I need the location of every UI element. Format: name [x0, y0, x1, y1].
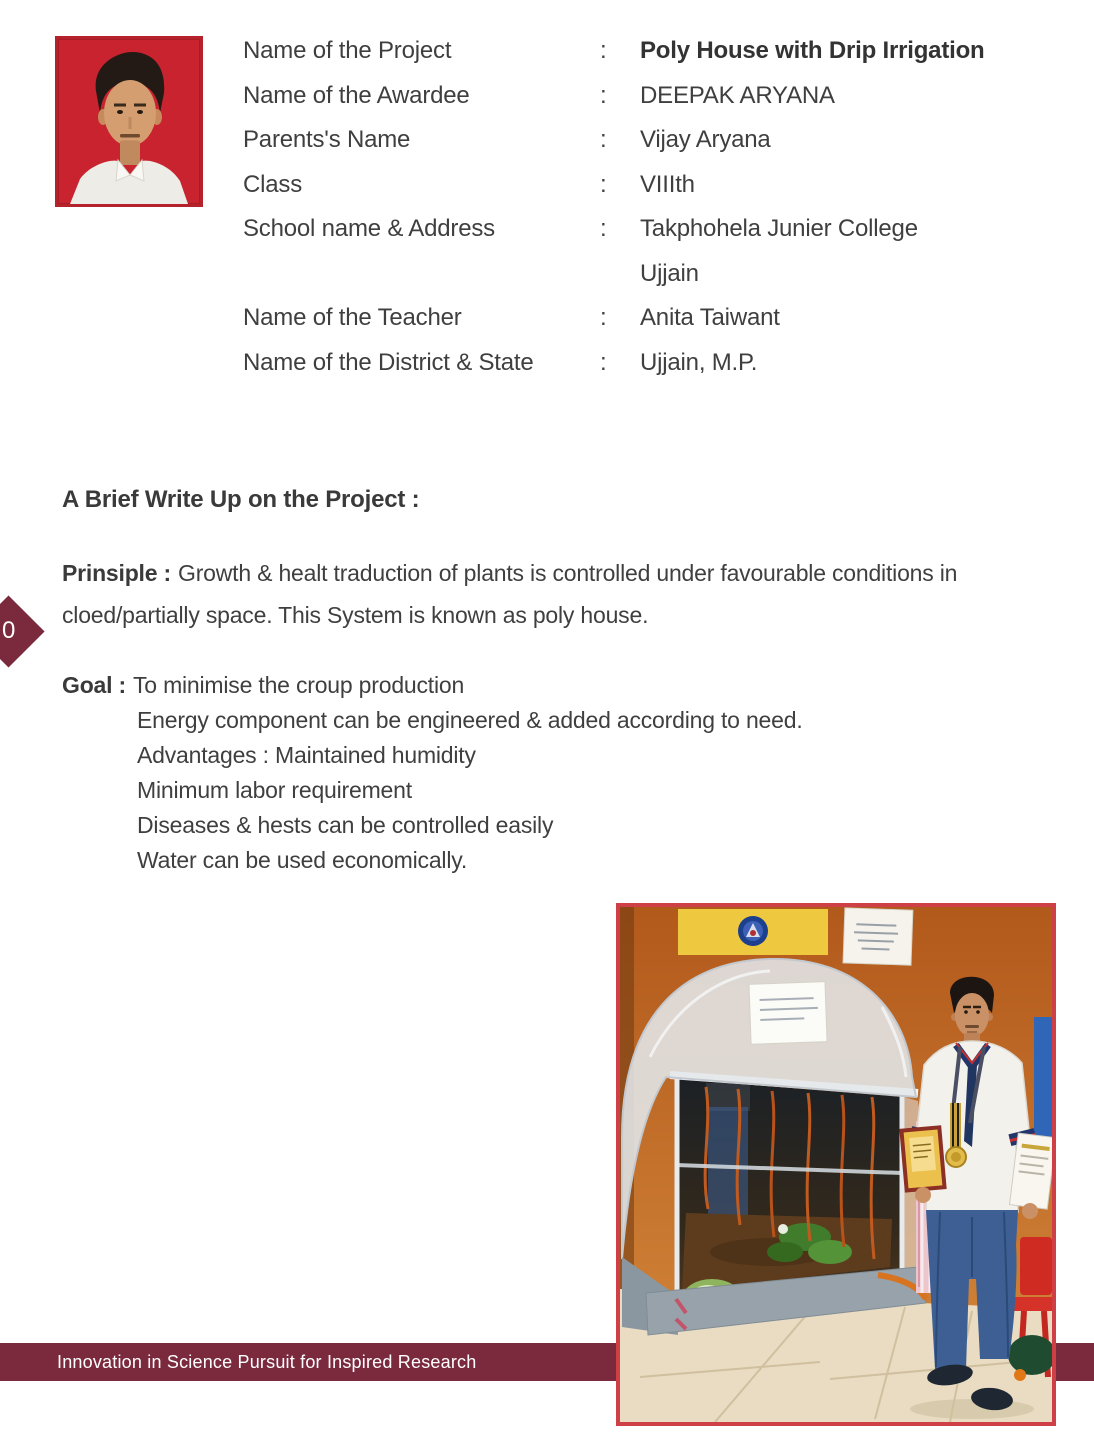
yellow-poster	[678, 909, 828, 955]
goal-label: Goal :	[62, 672, 126, 698]
awardee-portrait-illustration	[58, 39, 200, 204]
info-row-parent	[243, 118, 985, 163]
info-value: Takphohela Junier College	[640, 215, 918, 242]
awardee-photo	[55, 36, 203, 207]
info-row-district	[243, 341, 985, 386]
goal-line: Diseases & hests can be controlled easily	[137, 812, 554, 838]
writeup-heading: A Brief Write Up on the Project :	[62, 486, 420, 513]
info-separator: :	[600, 37, 607, 64]
info-separator: :	[600, 215, 607, 242]
info-value: Ujjain	[640, 259, 699, 287]
principle-paragraph	[62, 552, 1067, 636]
principle-text: Growth & healt traduction of plants is controlled under favourable conditions in cloed/partially space. This System is known as poly house.	[62, 560, 958, 628]
info-row-school	[243, 207, 985, 252]
face	[955, 993, 989, 1037]
info-label: Class	[243, 170, 303, 198]
neck	[120, 141, 140, 165]
info-value: Vijay Aryana	[640, 126, 771, 153]
info-row-school-city	[243, 252, 985, 297]
principle-label: Prinsiple :	[62, 560, 171, 586]
info-label: Name of the Project	[243, 37, 452, 64]
footer-text: Innovation in Science Pursuit for Inspired Research	[57, 1352, 477, 1372]
info-separator: :	[600, 170, 607, 198]
info-row-project	[243, 29, 985, 74]
info-separator: :	[600, 126, 607, 153]
info-label: Name of the Awardee	[243, 81, 470, 109]
info-label: Parents's Name	[243, 126, 411, 153]
info-separator	[600, 252, 640, 297]
info-value: Ujjain, M.P.	[640, 348, 758, 376]
info-separator: :	[600, 348, 607, 376]
info-label	[243, 252, 600, 297]
goal-line: Energy component can be engineered & added according to need.	[137, 707, 803, 733]
goal-line: Advantages : Maintained humidity	[137, 742, 476, 768]
info-row-teacher	[243, 296, 985, 341]
info-row-awardee	[243, 74, 985, 119]
info-value: Anita Taiwant	[640, 304, 780, 331]
medal-ribbon	[950, 1103, 961, 1151]
info-label: Name of the Teacher	[243, 304, 462, 331]
goal-line: Minimum labor requirement	[137, 777, 412, 803]
info-separator: :	[600, 304, 607, 331]
info-separator: :	[600, 81, 607, 109]
info-row-class	[243, 163, 985, 208]
project-photo	[616, 903, 1056, 1426]
project-photo-illustration	[620, 907, 1052, 1422]
info-value: DEEPAK ARYANA	[640, 81, 835, 109]
goal-section	[62, 668, 803, 878]
info-value: Poly House with Drip Irrigation	[640, 37, 985, 64]
page-number: 0	[2, 617, 16, 644]
info-label: Name of the District & State	[243, 348, 534, 376]
info-value: VIIIth	[640, 170, 695, 198]
goal-first-line-text: To minimise the croup production	[132, 672, 465, 698]
award-plaque	[899, 1125, 946, 1192]
project-info-table	[243, 29, 985, 385]
polyhouse-label	[749, 982, 827, 1045]
white-sign	[843, 908, 913, 965]
info-label: School name & Address	[243, 215, 495, 242]
goal-line: Water can be used economically.	[137, 847, 468, 873]
goal-first-line	[62, 668, 803, 703]
